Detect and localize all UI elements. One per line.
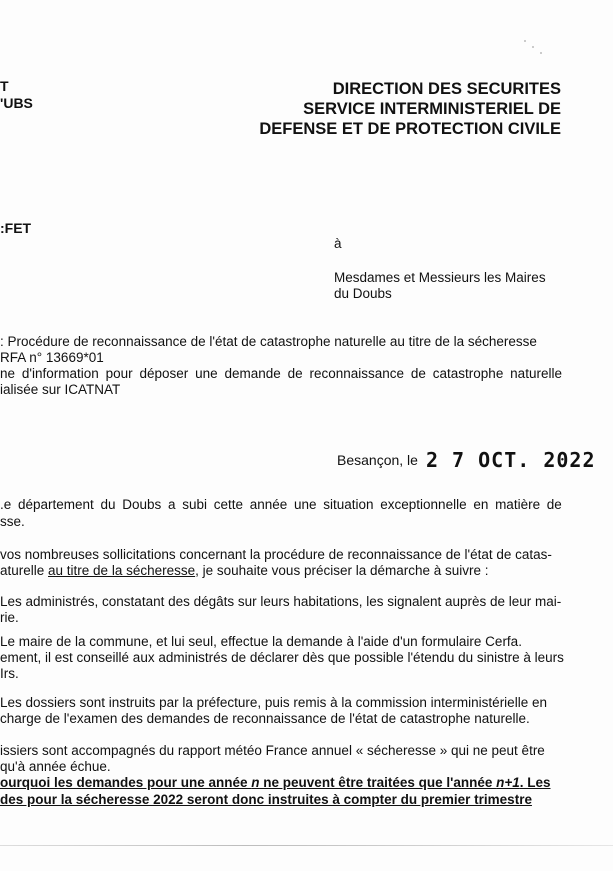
paragraph-2-text-end: , je souhaite vous préciser la démarche à suivre :: [195, 563, 489, 578]
paragraph-6-line4: des pour la sécheresse 2022 seront donc instruites à compter du premier trimestre: [0, 792, 532, 807]
header-direction-line2: SERVICE INTERMINISTERIEL DE: [303, 100, 561, 118]
date-stamp: 2 7 OCT. 2022: [425, 448, 596, 472]
paragraph-1-line1-word: Doubs: [122, 497, 162, 512]
paragraph-2-underlined: au titre de la sécheresse: [48, 563, 196, 578]
paragraph-4-line1: Le maire de la commune, et lui seul, effectue la demande à l'aide d'un formulaire Cerfa.: [0, 634, 522, 649]
bold-statement-a: ourquoi les demandes pour une année: [0, 775, 252, 790]
recipient-line1: Mesdames et Messieurs les Maires: [334, 270, 546, 285]
paragraph-1-line1-word: du: [100, 497, 116, 512]
bold-statement-c: ne peuvent être traitées que l'année: [259, 775, 497, 790]
scan-speck: [520, 38, 550, 58]
subject-line3: [0, 366, 562, 381]
subject-line3-word: de: [410, 366, 426, 381]
recipient-line2: du Doubs: [334, 286, 392, 301]
subject-line3-word: d'information: [21, 366, 99, 381]
subject-line3-word: de: [287, 366, 303, 381]
paragraph-1-line1-word: situation: [323, 497, 374, 512]
subject-line3-word: naturelle: [510, 366, 562, 381]
paragraph-6-line2: qu'à année échue.: [0, 759, 111, 774]
paragraph-1-line1-word: année: [249, 497, 288, 512]
paragraph-1-line1-word: a: [168, 497, 176, 512]
subject-line1: : Procédure de reconnaissance de l'état de catastrophe naturelle au titre de la sécheresse: [0, 334, 537, 349]
paragraph-2-text: aturelle: [0, 563, 49, 578]
header-left-line2: 'UBS: [0, 95, 33, 111]
subject-line3-word: déposer: [139, 366, 189, 381]
paragraph-1-line1-word: matière: [495, 497, 541, 512]
header-direction-line1: DIRECTION DES SECURITES: [332, 80, 561, 98]
bold-statement-e: . Les: [519, 775, 551, 790]
sender-label: :FET: [0, 220, 32, 236]
paragraph-2-line2: [0, 563, 489, 578]
paragraph-3-line1: Les administrés, constatant des dégâts sur leurs habitations, les signalent auprès de leur mai-: [0, 594, 562, 609]
header-left-line1: T: [0, 78, 9, 94]
paragraph-1-line1-word: de: [546, 497, 562, 512]
bold-statement-n-plus-1: n+1: [496, 775, 520, 790]
paragraph-1-line1: [0, 497, 562, 512]
paragraph-1-line2: sse.: [0, 514, 25, 529]
subject-line3-word: catastrophe: [432, 366, 504, 381]
header-direction: [259, 79, 561, 139]
subject-line3-word: demande: [224, 366, 281, 381]
recipient-to: à: [334, 236, 342, 251]
page-edge-line: [0, 845, 613, 846]
paragraph-1-line1-word: cette: [213, 497, 244, 512]
paragraph-4-line2: ement, il est conseillé aux administrés de déclarer dès que possible l'étendu du sinistre à leurs: [0, 650, 564, 665]
paragraph-1-line1-word: en: [473, 497, 489, 512]
paragraph-4-line3: Irs.: [0, 666, 19, 681]
bold-statement-n: n: [251, 775, 260, 790]
date-line: [337, 448, 596, 472]
paragraph-5-line1: Les dossiers sont instruits par la préfecture, puis remis à la commission interministérielle en: [0, 695, 547, 710]
paragraph-5-line2: charge de l'examen des demandes de reconnaissance de l'état de catastrophe naturelle.: [0, 711, 530, 726]
header-direction-line3: DEFENSE ET DE PROTECTION CIVILE: [259, 120, 561, 138]
paragraph-6-line1: issiers sont accompagnés du rapport météo France annuel « sécheresse » qui ne peut être: [0, 743, 545, 758]
paragraph-1-line1-word: département: [17, 497, 94, 512]
subject-line3-word: ne: [0, 366, 16, 381]
subject-line4: ialisée sur ICATNAT: [0, 382, 121, 397]
paragraph-1-line1-word: exceptionnelle: [380, 497, 467, 512]
subject-line3-word: une: [195, 366, 218, 381]
subject-line3-word: reconnaissance: [309, 366, 405, 381]
paragraph-1-line1-word: .e: [0, 497, 12, 512]
paragraph-3-line2: rie.: [0, 610, 19, 625]
paragraph-2-line1: vos nombreuses sollicitations concernant la procédure de reconnaissance de l'état de catas-: [0, 547, 552, 562]
subject-line2: RFA n° 13669*01: [0, 350, 104, 365]
date-place: Besançon, le: [337, 452, 418, 468]
paragraph-6-line3: [0, 775, 551, 790]
subject-line3-word: pour: [105, 366, 133, 381]
paragraph-1-line1-word: subi: [182, 497, 208, 512]
paragraph-1-line1-word: une: [294, 497, 317, 512]
